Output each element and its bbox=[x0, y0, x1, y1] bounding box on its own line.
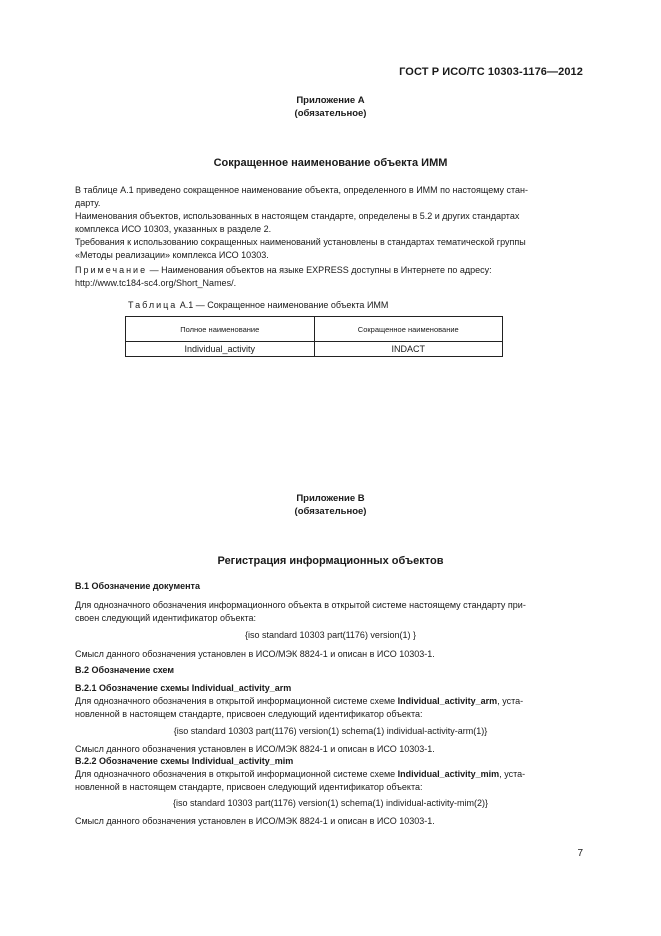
annex-b-title: Приложение B bbox=[296, 493, 365, 504]
table-cell-short-name: INDACT bbox=[314, 342, 503, 357]
b21-schema-name: Individual_activity_arm bbox=[397, 696, 498, 706]
note-label: Примечание bbox=[75, 265, 148, 275]
note-text: — Наименования объектов на языке EXPRESS доступны в Интернете по адресу: bbox=[147, 265, 492, 275]
note-line1 bbox=[75, 264, 584, 277]
b1-paragraph bbox=[75, 599, 584, 625]
b22-line1 bbox=[75, 768, 584, 781]
annex-a-paragraph-2 bbox=[75, 210, 584, 236]
table-caption bbox=[128, 300, 388, 310]
table-caption-label: Таблица bbox=[128, 300, 178, 310]
table-caption-text: А.1 — Сокращенное наименование объекта ИММ bbox=[177, 300, 389, 310]
b21-paragraph bbox=[75, 695, 584, 721]
p3-line2: «Методы реализации» комплекса ИСО 10303. bbox=[75, 250, 269, 260]
annex-b-heading: Регистрация информационных объектов bbox=[217, 555, 444, 567]
page-number: 7 bbox=[577, 848, 583, 859]
table-cell-full-name: Individual_activity bbox=[126, 342, 315, 357]
annex-a-title: Приложение A bbox=[296, 95, 365, 106]
p3-line1: Требования к использованию сокращенных наименований установлены в стандартах тематической группы bbox=[75, 237, 526, 247]
b22-line1-c: , уста- bbox=[499, 769, 526, 779]
annex-a-paragraph-1 bbox=[75, 184, 584, 210]
b22-meaning: Смысл данного обозначения установлен в ИСО/МЭК 8824-1 и описан в ИСО 10303-1. bbox=[75, 816, 435, 826]
p2-line1: Наименования объектов, использованных в настоящем стандарте, определены в 5.2 и других стандартах bbox=[75, 211, 520, 221]
b22-formula: {iso standard 10303 part(1176) version(1) schema(1) individual-activity-mim(2)} bbox=[173, 798, 488, 808]
b22-title: B.2.2 Обозначение схемы Individual_activity_mim bbox=[75, 756, 294, 766]
b22-paragraph bbox=[75, 768, 584, 794]
b22-schema-name: Individual_activity_mim bbox=[397, 769, 500, 779]
b21-line1-a: Для однозначного обозначения в открытой информационной системе схеме bbox=[75, 696, 398, 706]
table-header-full-name: Полное наименование bbox=[126, 317, 315, 342]
b21-line1 bbox=[75, 695, 584, 708]
annex-b-status: (обязательное) bbox=[294, 506, 367, 517]
b21-formula: {iso standard 10303 part(1176) version(1) schema(1) individual-activity-arm(1)} bbox=[173, 726, 488, 736]
b21-title: B.2.1 Обозначение схемы Individual_activity_arm bbox=[75, 683, 292, 693]
b1-meaning: Смысл данного обозначения установлен в ИСО/МЭК 8824-1 и описан в ИСО 10303-1. bbox=[75, 649, 435, 659]
b22-line1-a: Для однозначного обозначения в открытой информационной системе схеме bbox=[75, 769, 398, 779]
b21-line2: новленной в настоящем стандарте, присвоен следующий идентификатор объекта: bbox=[75, 709, 423, 719]
annex-a-paragraph-3 bbox=[75, 236, 584, 262]
table-header-row bbox=[126, 317, 503, 342]
b1-formula: {iso standard 10303 part(1176) version(1) } bbox=[245, 630, 416, 640]
p1-line2: дарту. bbox=[75, 198, 101, 208]
b21-line1-c: , уста- bbox=[497, 696, 524, 706]
table-header-short-name: Сокращенное наименование bbox=[314, 317, 503, 342]
short-names-table bbox=[125, 316, 503, 357]
b21-meaning: Смысл данного обозначения установлен в ИСО/МЭК 8824-1 и описан в ИСО 10303-1. bbox=[75, 744, 435, 754]
b1-line1: Для однозначного обозначения информационного объекта в открытой системе настоящему стандарту при- bbox=[75, 600, 526, 610]
annex-a-status: (обязательное) bbox=[294, 108, 367, 119]
b1-title: B.1 Обозначение документа bbox=[75, 581, 200, 591]
note-url: http://www.tc184-sc4.org/Short_Names/. bbox=[75, 278, 237, 288]
annex-a-note bbox=[75, 264, 584, 290]
b1-line2: своен следующий идентификатор объекта: bbox=[75, 613, 257, 623]
p2-line2: комплекса ИСО 10303, указанных в разделе 2. bbox=[75, 224, 272, 234]
annex-a-heading: Сокращенное наименование объекта ИММ bbox=[213, 157, 448, 169]
table-row bbox=[126, 342, 503, 357]
document-id: ГОСТ Р ИСО/ТС 10303-1176—2012 bbox=[399, 66, 583, 78]
p1-line1: В таблице A.1 приведено сокращенное наименование объекта, определенного в ИММ по настоящему стан- bbox=[75, 185, 529, 195]
b22-line2: новленной в настоящем стандарте, присвоен следующий идентификатор объекта: bbox=[75, 782, 423, 792]
b2-title: B.2 Обозначение схем bbox=[75, 665, 175, 675]
